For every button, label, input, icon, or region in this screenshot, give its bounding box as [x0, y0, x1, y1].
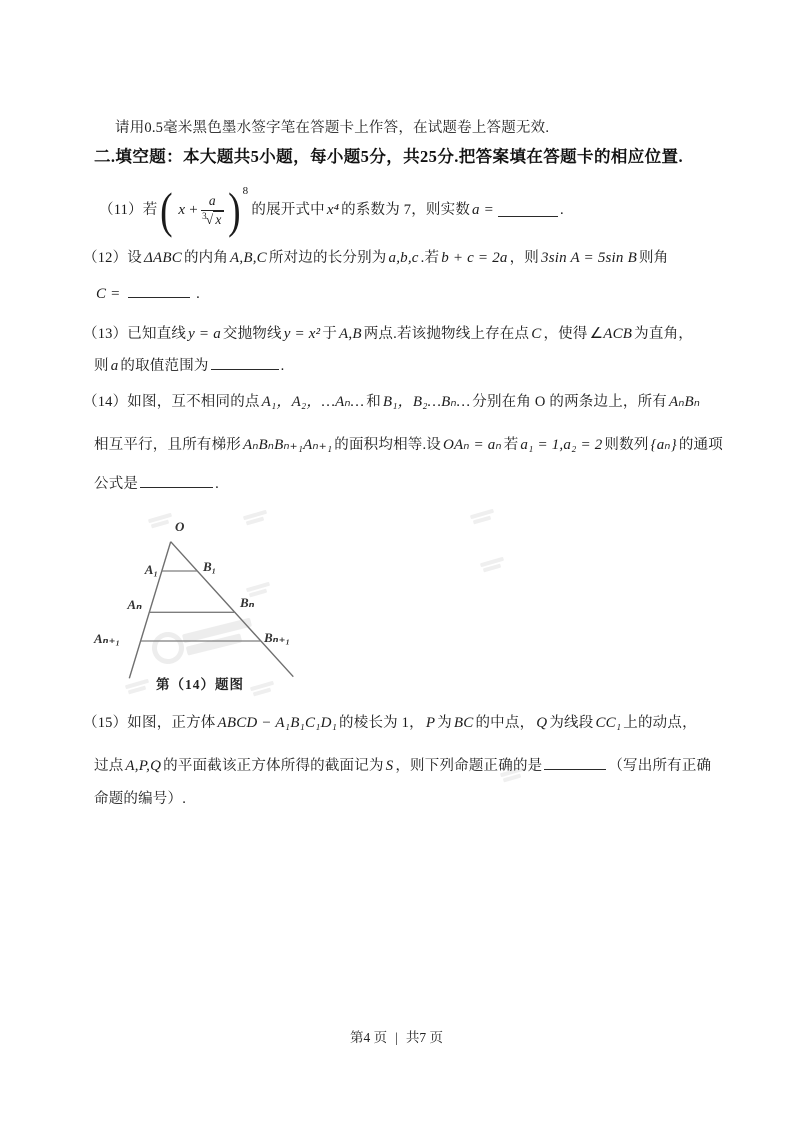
q14-period: . — [215, 476, 219, 492]
q15-math-4: Q — [536, 715, 548, 731]
q15-text-2: 为 — [437, 715, 452, 731]
q14-text-5: 若 — [503, 437, 519, 453]
q12-math-1: ΔABC — [144, 250, 182, 266]
q11-math-2: a = — [472, 202, 495, 218]
label-O: O — [175, 519, 185, 534]
fraction — [201, 193, 224, 227]
question-14-line-1 — [83, 392, 702, 412]
question-12-line-2 — [94, 284, 200, 304]
q12-period: . — [196, 286, 200, 302]
q12-math-4: b + c = 2a — [441, 250, 508, 266]
right-ray — [171, 542, 294, 677]
q14-text-4: 的面积均相等.设 — [334, 437, 441, 453]
q15-math-3: BC — [453, 715, 474, 731]
q14-math-1: A₁，A₂，…Aₙ… — [261, 394, 365, 410]
q14-math-7: {aₙ} — [650, 437, 677, 453]
q14-text-7: 的通项 — [678, 437, 723, 453]
radicand: x — [215, 211, 222, 227]
label-An: Aₙ — [127, 597, 142, 612]
label-B1: B₁ — [203, 559, 217, 574]
notice-text: 请用0.5毫米黑色墨水签字笔在答题卡上作答，在试题卷上答题无效. — [115, 120, 550, 136]
question-12-line-1 — [83, 248, 668, 268]
question-11: （11）若 ( x + $\frac{a}{^3√ x}$ ) 8 的展开式中 x⁴ 的系数为 7，则实数 a = . — [99, 182, 564, 238]
q12-math-3: a,b,c — [388, 250, 419, 266]
q13-period: . — [280, 358, 285, 374]
question-14-line-3 — [94, 474, 219, 494]
page-footer — [0, 1026, 793, 1046]
q13-text-2: 于 — [322, 326, 338, 342]
q15-math-1: ABCD − A₁B₁C₁D₁ — [217, 715, 338, 731]
q13-text-6: 则 — [94, 358, 109, 374]
q13-math-2: y = x² — [283, 326, 321, 342]
q14-math-2: B₁，B₂…Bₙ… — [382, 394, 471, 410]
figure-caption: 第（14）题图 — [156, 677, 244, 692]
q11-period: . — [560, 202, 564, 218]
q13-text-7: 的取值范围为 — [120, 358, 209, 374]
q12-text-2: 所对边的长分别为 — [268, 250, 387, 266]
q14-text-8: 公式是 — [94, 476, 139, 492]
q13-number: （13）已知直线 — [83, 326, 187, 342]
q11-math-1: x⁴ — [326, 202, 340, 218]
label-A1: A₁ — [144, 562, 158, 577]
section-heading: 二.填空题：本大题共5小题，每小题5分，共25分.把答案填在答题卡的相应位置. — [94, 147, 683, 166]
answer-blank-q15 — [544, 756, 606, 770]
figure-q14 — [80, 495, 370, 715]
q15-math-2: P — [425, 715, 436, 731]
q12-text-1: 的内角 — [183, 250, 229, 266]
q15-math-7: S — [385, 758, 394, 774]
fraction-denominator — [201, 211, 224, 228]
q15-math-6: A,P,Q — [125, 758, 162, 774]
q14-text-2: 分别在角 O 的两条边上，所有 — [472, 394, 668, 410]
question-14-line-2 — [94, 435, 723, 455]
q15-text-4: 为线段 — [549, 715, 594, 731]
answer-blank-q11 — [498, 203, 558, 217]
q14-text-3: 相互平行，且所有梯形 — [94, 437, 241, 453]
q12-text-4: ，则 — [509, 250, 540, 266]
question-13-line-1 — [83, 324, 693, 344]
angle-diagram — [80, 495, 370, 715]
q13-text-3: 两点.若该抛物线上存在点 — [363, 326, 530, 342]
q15-text-7: 的平面截该正方体所得的截面记为 — [163, 758, 384, 774]
q13-text-5: 为直角， — [634, 326, 693, 342]
q15-text-10: 命题的编号）. — [94, 791, 187, 807]
q14-text-1: 和 — [366, 394, 381, 410]
label-Bn+1: Bₙ₊₁ — [264, 630, 290, 645]
root-index: 3 — [202, 210, 207, 221]
footer-separator: | — [395, 1030, 398, 1045]
footer-page-number: 第4 页 — [350, 1030, 388, 1045]
q13-text-4: ，使得 — [543, 326, 588, 342]
q14-math-6: a₁ = 1,a₂ = 2 — [520, 437, 603, 453]
q14-number: （14）如图，互不相同的点 — [83, 394, 260, 410]
exponent-8: 8 — [242, 185, 249, 197]
math-x: x — [178, 202, 186, 218]
q12-answer-var: C = — [96, 286, 121, 302]
q15-text-8: ，则下列命题正确的是 — [395, 758, 543, 774]
q12-text-5: 则角 — [638, 250, 669, 266]
q11-number: （11）若 — [99, 202, 158, 218]
q12-math-5: 3sin A = 5sin B — [541, 250, 637, 266]
q15-text-3: 的中点， — [475, 715, 535, 731]
q15-math-5: CC₁ — [595, 715, 622, 731]
answer-blank-q13 — [211, 356, 279, 370]
q13-math-4: C — [531, 326, 542, 342]
q11-text-2: 的系数为 7，则实数 — [341, 202, 471, 218]
q15-number: （15）如图，正方体 — [83, 715, 216, 731]
radical-sign: √ — [205, 211, 214, 227]
q12-text-3: .若 — [420, 250, 440, 266]
q15-text-1: 的棱长为 1， — [339, 715, 424, 731]
q12-number: （12）设 — [83, 250, 142, 266]
q15-text-5: 上的动点， — [623, 715, 697, 731]
q15-text-6: 过点 — [94, 758, 124, 774]
q14-math-5: OAₙ = aₙ — [443, 437, 502, 453]
footer-total-pages: 共7 页 — [405, 1030, 443, 1045]
answer-blank-q12 — [128, 284, 190, 298]
question-15-line-2 — [94, 756, 711, 776]
plus-sign: + — [189, 202, 198, 218]
q14-math-4: AₙBₙBₙ₊₁Aₙ₊₁ — [243, 437, 333, 453]
q12-math-2: A,B,C — [230, 250, 267, 266]
q13-math-1: y = a — [188, 326, 221, 342]
q15-text-9: （写出所有正确 — [608, 758, 712, 774]
answer-blank-q14 — [140, 474, 213, 488]
q14-math-3: AₙBₙ — [669, 394, 701, 410]
fraction-numerator: a — [201, 193, 224, 211]
q13-text-1: 交抛物线 — [222, 326, 282, 342]
q11-text-1: 的展开式中 — [251, 202, 325, 218]
question-13-line-2 — [94, 356, 284, 376]
label-An+1: Aₙ₊₁ — [94, 631, 120, 646]
q14-text-6: 则数列 — [604, 437, 649, 453]
q13-math-6: a — [110, 358, 119, 374]
label-Bn: Bₙ — [240, 595, 255, 610]
q13-math-5: ∠ACB — [589, 326, 633, 342]
q13-math-3: A,B — [339, 326, 362, 342]
question-15-line-3 — [94, 789, 186, 809]
question-15-line-1 — [83, 713, 697, 733]
